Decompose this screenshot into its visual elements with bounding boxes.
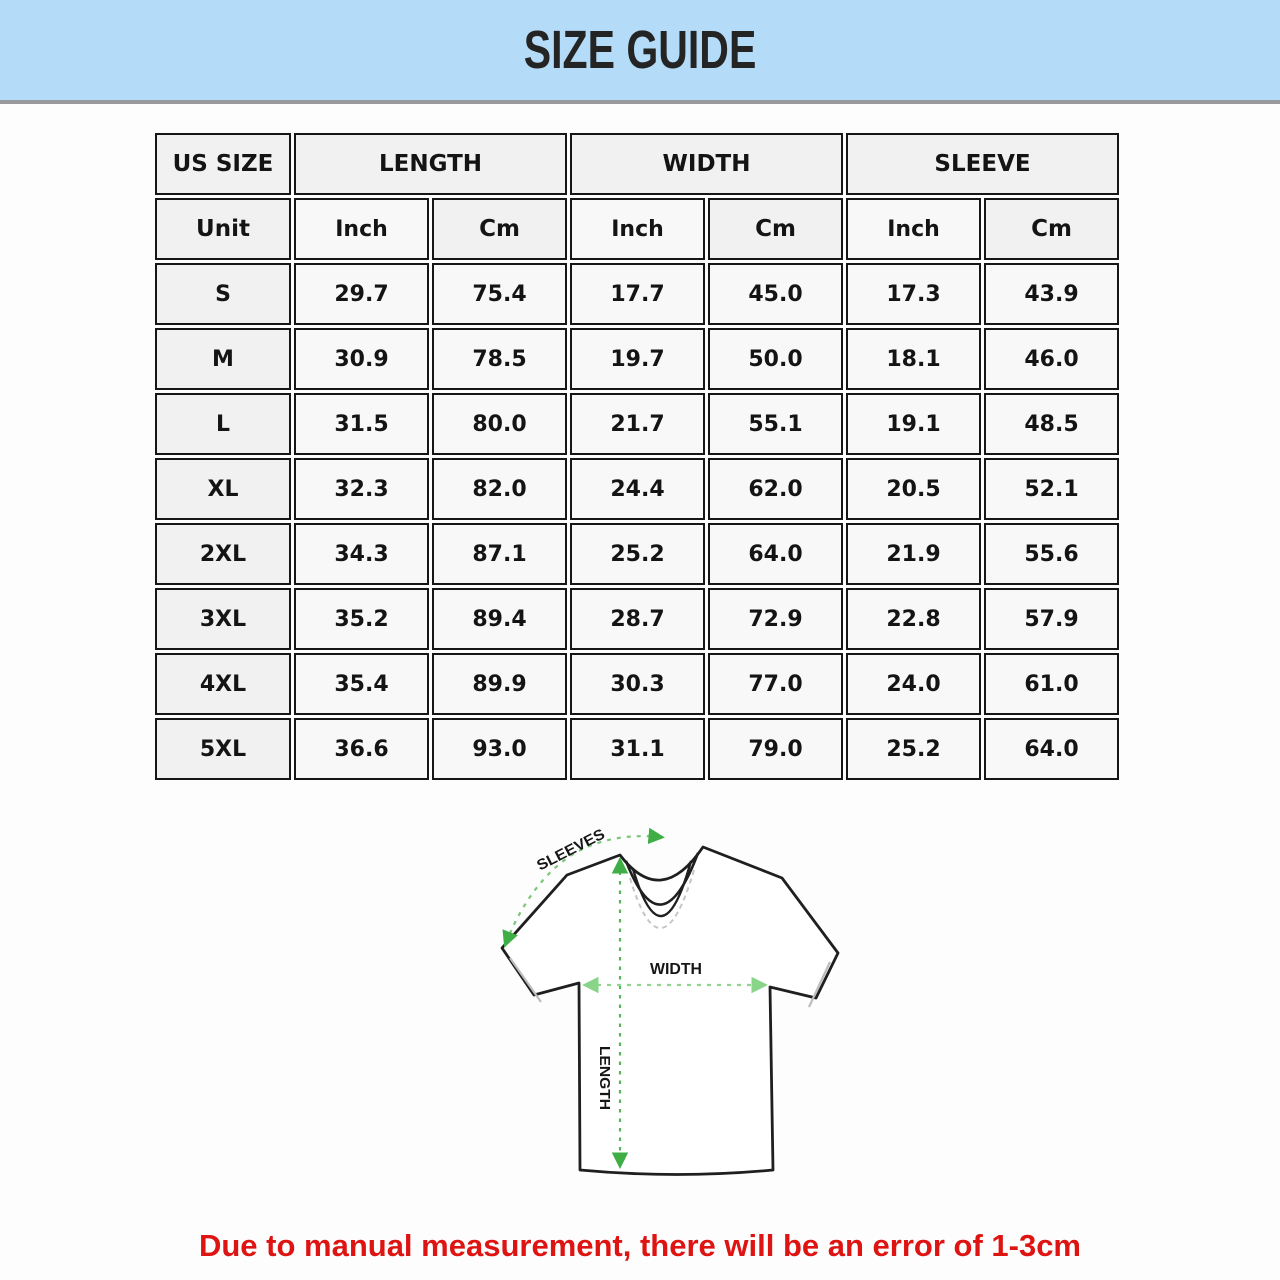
value-cell: 64.0	[708, 523, 843, 585]
size-cell: 5XL	[155, 718, 291, 780]
value-cell: 36.6	[294, 718, 429, 780]
width-label: WIDTH	[650, 961, 702, 978]
value-cell: 29.7	[294, 263, 429, 325]
size-cell: L	[155, 393, 291, 455]
value-cell: 25.2	[570, 523, 705, 585]
value-cell: 45.0	[708, 263, 843, 325]
value-cell: 35.2	[294, 588, 429, 650]
value-cell: 18.1	[846, 328, 981, 390]
title-banner	[0, 0, 1280, 104]
table-row	[155, 523, 1119, 585]
value-cell: 87.1	[432, 523, 567, 585]
table-header-row	[155, 133, 1119, 195]
tshirt-measurement-diagram	[460, 812, 860, 1212]
value-cell: 89.4	[432, 588, 567, 650]
unit-cm: Cm	[984, 198, 1119, 260]
value-cell: 57.9	[984, 588, 1119, 650]
value-cell: 17.3	[846, 263, 981, 325]
size-cell: 3XL	[155, 588, 291, 650]
tshirt-outline	[502, 847, 838, 1175]
value-cell: 46.0	[984, 328, 1119, 390]
unit-cm: Cm	[432, 198, 567, 260]
value-cell: 30.9	[294, 328, 429, 390]
value-cell: 48.5	[984, 393, 1119, 455]
value-cell: 24.0	[846, 653, 981, 715]
unit-inch: Inch	[846, 198, 981, 260]
value-cell: 19.7	[570, 328, 705, 390]
value-cell: 78.5	[432, 328, 567, 390]
value-cell: 25.2	[846, 718, 981, 780]
value-cell: 31.5	[294, 393, 429, 455]
page-title: SIZE GUIDE	[523, 20, 757, 80]
value-cell: 55.6	[984, 523, 1119, 585]
value-cell: 77.0	[708, 653, 843, 715]
value-cell: 31.1	[570, 718, 705, 780]
value-cell: 21.9	[846, 523, 981, 585]
table-row	[155, 328, 1119, 390]
table-row	[155, 588, 1119, 650]
table-row	[155, 653, 1119, 715]
sleeves-label: SLEEVES	[534, 827, 604, 875]
value-cell: 61.0	[984, 653, 1119, 715]
table-row	[155, 458, 1119, 520]
value-cell: 55.1	[708, 393, 843, 455]
value-cell: 35.4	[294, 653, 429, 715]
table-row	[155, 263, 1119, 325]
value-cell: 30.3	[570, 653, 705, 715]
header-width: WIDTH	[570, 133, 843, 195]
header-us-size: US SIZE	[155, 133, 291, 195]
header-length: LENGTH	[294, 133, 567, 195]
value-cell: 80.0	[432, 393, 567, 455]
value-cell: 89.9	[432, 653, 567, 715]
size-guide-table	[152, 130, 1122, 783]
value-cell: 52.1	[984, 458, 1119, 520]
value-cell: 72.9	[708, 588, 843, 650]
unit-inch: Inch	[570, 198, 705, 260]
value-cell: 79.0	[708, 718, 843, 780]
unit-inch: Inch	[294, 198, 429, 260]
size-cell: S	[155, 263, 291, 325]
table-row	[155, 718, 1119, 780]
table-row	[155, 393, 1119, 455]
unit-cm: Cm	[708, 198, 843, 260]
value-cell: 32.3	[294, 458, 429, 520]
value-cell: 50.0	[708, 328, 843, 390]
value-cell: 17.7	[570, 263, 705, 325]
value-cell: 43.9	[984, 263, 1119, 325]
unit-label: Unit	[155, 198, 291, 260]
value-cell: 20.5	[846, 458, 981, 520]
value-cell: 28.7	[570, 588, 705, 650]
value-cell: 64.0	[984, 718, 1119, 780]
size-cell: XL	[155, 458, 291, 520]
value-cell: 21.7	[570, 393, 705, 455]
size-cell: 4XL	[155, 653, 291, 715]
header-sleeve: SLEEVE	[846, 133, 1119, 195]
unit-row	[155, 198, 1119, 260]
value-cell: 22.8	[846, 588, 981, 650]
measurement-disclaimer: Due to manual measurement, there will be an error of 1-3cm	[198, 1228, 1082, 1263]
size-cell: M	[155, 328, 291, 390]
size-cell: 2XL	[155, 523, 291, 585]
value-cell: 93.0	[432, 718, 567, 780]
value-cell: 75.4	[432, 263, 567, 325]
value-cell: 34.3	[294, 523, 429, 585]
tshirt-icon	[460, 812, 860, 1212]
value-cell: 62.0	[708, 458, 843, 520]
length-label: LENGTH	[596, 1046, 613, 1108]
value-cell: 82.0	[432, 458, 567, 520]
value-cell: 24.4	[570, 458, 705, 520]
value-cell: 19.1	[846, 393, 981, 455]
